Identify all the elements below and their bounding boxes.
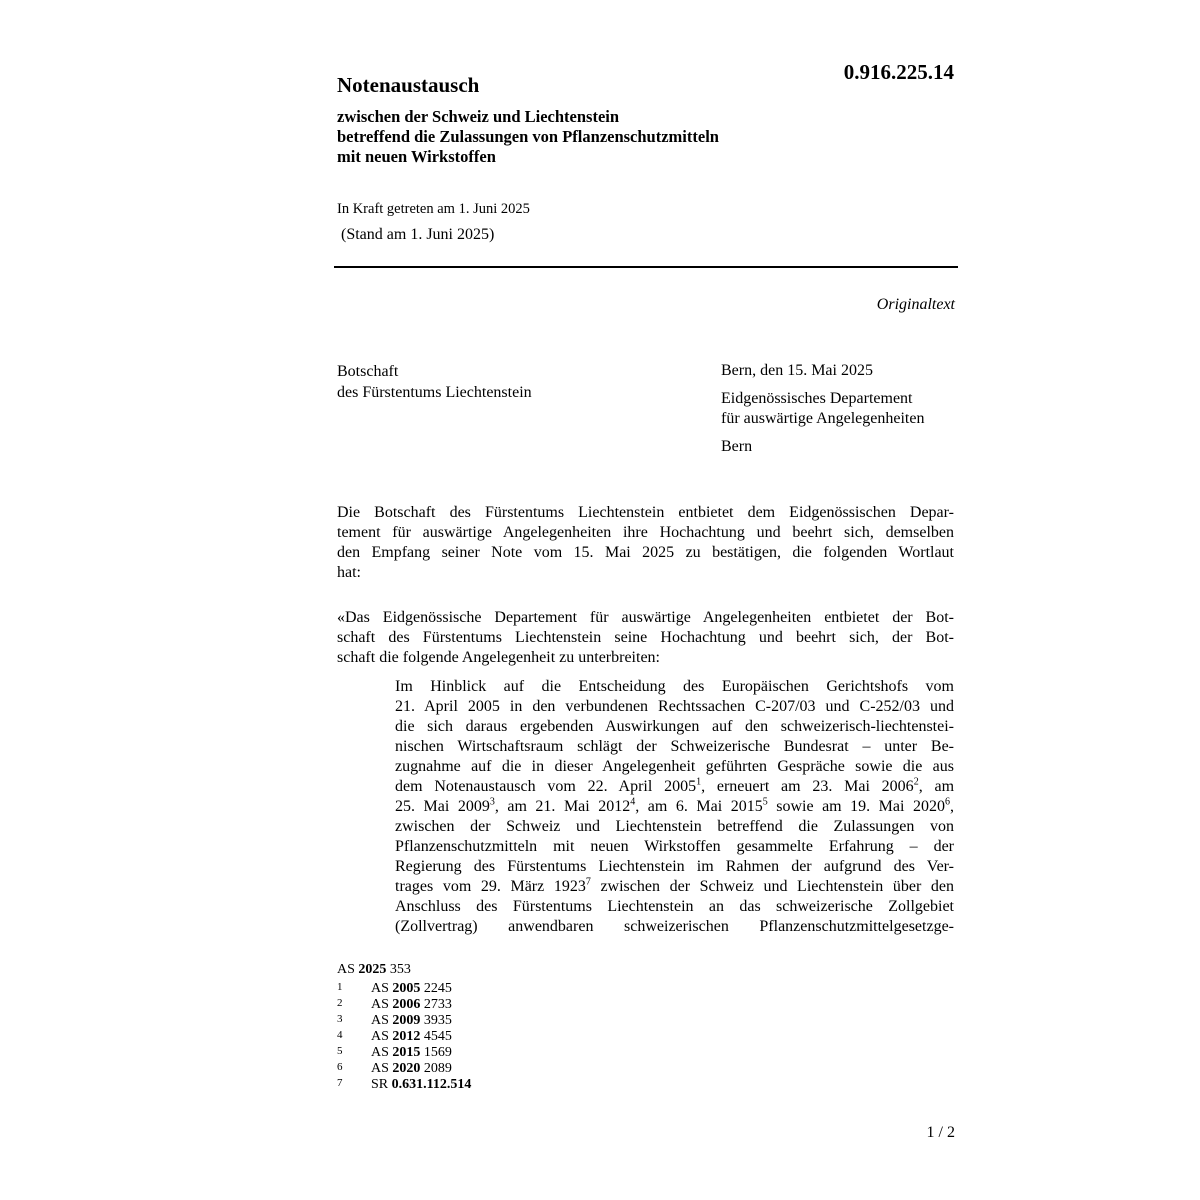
source-reference <box>337 962 471 978</box>
sender-line: des Fürstentums Liechtenstein <box>337 384 532 401</box>
footnote-ref[interactable]: 6 <box>945 796 950 808</box>
footnote-prefix: AS <box>371 997 389 1012</box>
footnote-number: 7 <box>337 1077 343 1089</box>
footnote-number: 2 <box>337 997 343 1009</box>
footnote-prefix: AS <box>371 1045 389 1060</box>
text-line: Im Hinblick auf die Entscheidung des Europäischen Gerichtshofs vom <box>395 678 954 695</box>
original-text-label: Originaltext <box>876 296 955 313</box>
place-date: Bern, den 15. Mai 2025 <box>721 362 873 379</box>
text-line: (Zollvertrag) anwendbaren schweizerischen Pflanzenschutzmittelgesetzge- <box>395 918 954 935</box>
text-line: Pflanzenschutzmitteln mit neuen Wirkstoffen gesammelte Erfahrung – der <box>395 838 954 855</box>
text-line: Die Botschaft des Fürstentums Liechtenstein entbietet dem Eidgenössischen Depar- <box>337 504 954 521</box>
status-date: (Stand am 1. Juni 2025) <box>341 226 495 243</box>
document-subtitle <box>337 107 719 167</box>
text-line: zugnahme auf die in dieser Angelegenheit geführten Gespräche sowie die aus <box>395 758 954 775</box>
text-run: , am <box>918 778 955 795</box>
subtitle-line: betreffend die Zulassungen von Pflanzenschutzmitteln <box>337 127 719 146</box>
text-line: nischen Wirtschaftsraum schlägt der Schweizerische Bundesrat – unter Be- <box>395 738 954 755</box>
text-run: dem Notenaustausch vom 22. April 2005 <box>395 778 697 795</box>
text-run: , am 6. Mai 2015 <box>635 798 763 815</box>
footnote-number: 4 <box>337 1029 343 1041</box>
source-prefix: AS <box>337 962 355 977</box>
footnote-ref[interactable]: 5 <box>762 796 768 808</box>
footnote-row <box>337 981 471 997</box>
footnote-bold: 2005 <box>392 981 421 996</box>
text-run: trages vom 29. März 1923 <box>395 878 586 895</box>
footnote-bold: 2012 <box>392 1029 421 1044</box>
footnote-bold: 2009 <box>392 1013 421 1028</box>
text-line: hat: <box>337 564 361 581</box>
recipient-line: für auswärtige Angelegenheiten <box>721 410 925 427</box>
text-run: zwischen der Schweiz und Liechtenstein über den <box>590 878 954 895</box>
sender-line: Botschaft <box>337 363 399 380</box>
text-line: 21. April 2005 in den verbundenen Rechtssachen C-207/03 und C-252/03 und <box>395 698 954 715</box>
document-title: Notenaustausch <box>337 73 480 97</box>
sr-number: 0.916.225.14 <box>843 60 954 84</box>
footnote-prefix: SR <box>371 1077 389 1092</box>
text-line: den Empfang seiner Note vom 15. Mai 2025 zu bestätigen, die folgenden Wortlaut <box>337 544 954 561</box>
footnote-row <box>337 1029 471 1045</box>
sender-address <box>337 361 532 403</box>
footnote-page: 3935 <box>423 1013 452 1028</box>
text-line: «Das Eidgenössische Departement für auswärtige Angelegenheiten entbietet der Bot- <box>337 609 954 626</box>
footnote-page: 2733 <box>423 997 452 1012</box>
text-line: die sich daraus ergebenden Auswirkungen auf den schweizerisch-liechtenstei- <box>395 718 954 735</box>
footnote-number: 5 <box>337 1045 343 1057</box>
footnote-page: 2245 <box>423 981 452 996</box>
footnote-row <box>337 1045 471 1061</box>
footnote-ref[interactable]: 2 <box>913 776 919 788</box>
indented-paragraph <box>395 677 954 937</box>
text-line: tement für auswärtige Angelegenheiten ihre Hochachtung und beehrt sich, demselben <box>337 524 954 541</box>
page-number: 1 / 2 <box>926 1124 955 1141</box>
text-line: zwischen der Schweiz und Liechtenstein betreffend die Zulassungen von <box>395 818 954 835</box>
subtitle-line: zwischen der Schweiz und Liechtenstein <box>337 107 620 126</box>
footnote-ref[interactable]: 4 <box>630 796 636 808</box>
text-line: schaft des Fürstentums Liechtenstein seine Hochachtung und beehrt sich, der Bot- <box>337 629 954 646</box>
subtitle-line: mit neuen Wirkstoffen <box>337 147 496 166</box>
footnote-number: 1 <box>337 981 343 993</box>
footnote-prefix: AS <box>371 1029 389 1044</box>
text-line: Anschluss des Fürstentums Liechtenstein an das schweizerische Zollgebiet <box>395 898 954 915</box>
in-force-date: In Kraft getreten am 1. Juni 2025 <box>337 201 530 217</box>
source-page: 353 <box>389 962 411 977</box>
footnote-bold: 2015 <box>392 1045 421 1060</box>
footnote-row <box>337 1061 471 1077</box>
footnote-ref[interactable]: 7 <box>585 876 591 888</box>
text-run: , <box>950 798 954 815</box>
intro-paragraph <box>337 503 954 583</box>
footnotes <box>337 962 471 1093</box>
text-line <box>395 797 954 817</box>
text-line <box>395 777 954 797</box>
footnote-number: 6 <box>337 1061 343 1073</box>
text-run: 25. Mai 2009 <box>395 798 490 815</box>
footnote-row <box>337 1077 471 1093</box>
recipient-line: Bern <box>721 438 753 455</box>
recipient-address <box>721 361 924 457</box>
footnote-prefix: AS <box>371 1061 389 1076</box>
text-run: , am 21. Mai 2012 <box>494 798 631 815</box>
footnote-number: 3 <box>337 1013 343 1025</box>
recipient-line: Eidgenössisches Departement <box>721 390 913 407</box>
text-line: schaft die folgende Angelegenheit zu unterbreiten: <box>337 649 660 666</box>
source-year: 2025 <box>358 962 387 977</box>
footnote-prefix: AS <box>371 981 389 996</box>
footnote-ref[interactable]: 1 <box>696 776 702 788</box>
text-line: Regierung des Fürstentums Liechtenstein im Rahmen der aufgrund des Ver- <box>395 858 954 875</box>
text-line <box>395 877 954 897</box>
header-divider <box>334 266 958 268</box>
footnote-ref[interactable]: 3 <box>489 796 495 808</box>
footnote-row <box>337 997 471 1013</box>
footnote-bold: 0.631.112.514 <box>391 1077 472 1092</box>
quoted-note-paragraph <box>337 608 954 668</box>
footnote-page: 4545 <box>423 1029 452 1044</box>
footnote-bold: 2006 <box>392 997 421 1012</box>
footnote-bold: 2020 <box>392 1061 421 1076</box>
footnote-row <box>337 1013 471 1029</box>
footnote-prefix: AS <box>371 1013 389 1028</box>
text-run: , erneuert am 23. Mai 2006 <box>701 778 914 795</box>
footnote-page: 2089 <box>423 1061 452 1076</box>
text-run: sowie am 19. Mai 2020 <box>767 798 945 815</box>
footnote-page: 1569 <box>423 1045 452 1060</box>
